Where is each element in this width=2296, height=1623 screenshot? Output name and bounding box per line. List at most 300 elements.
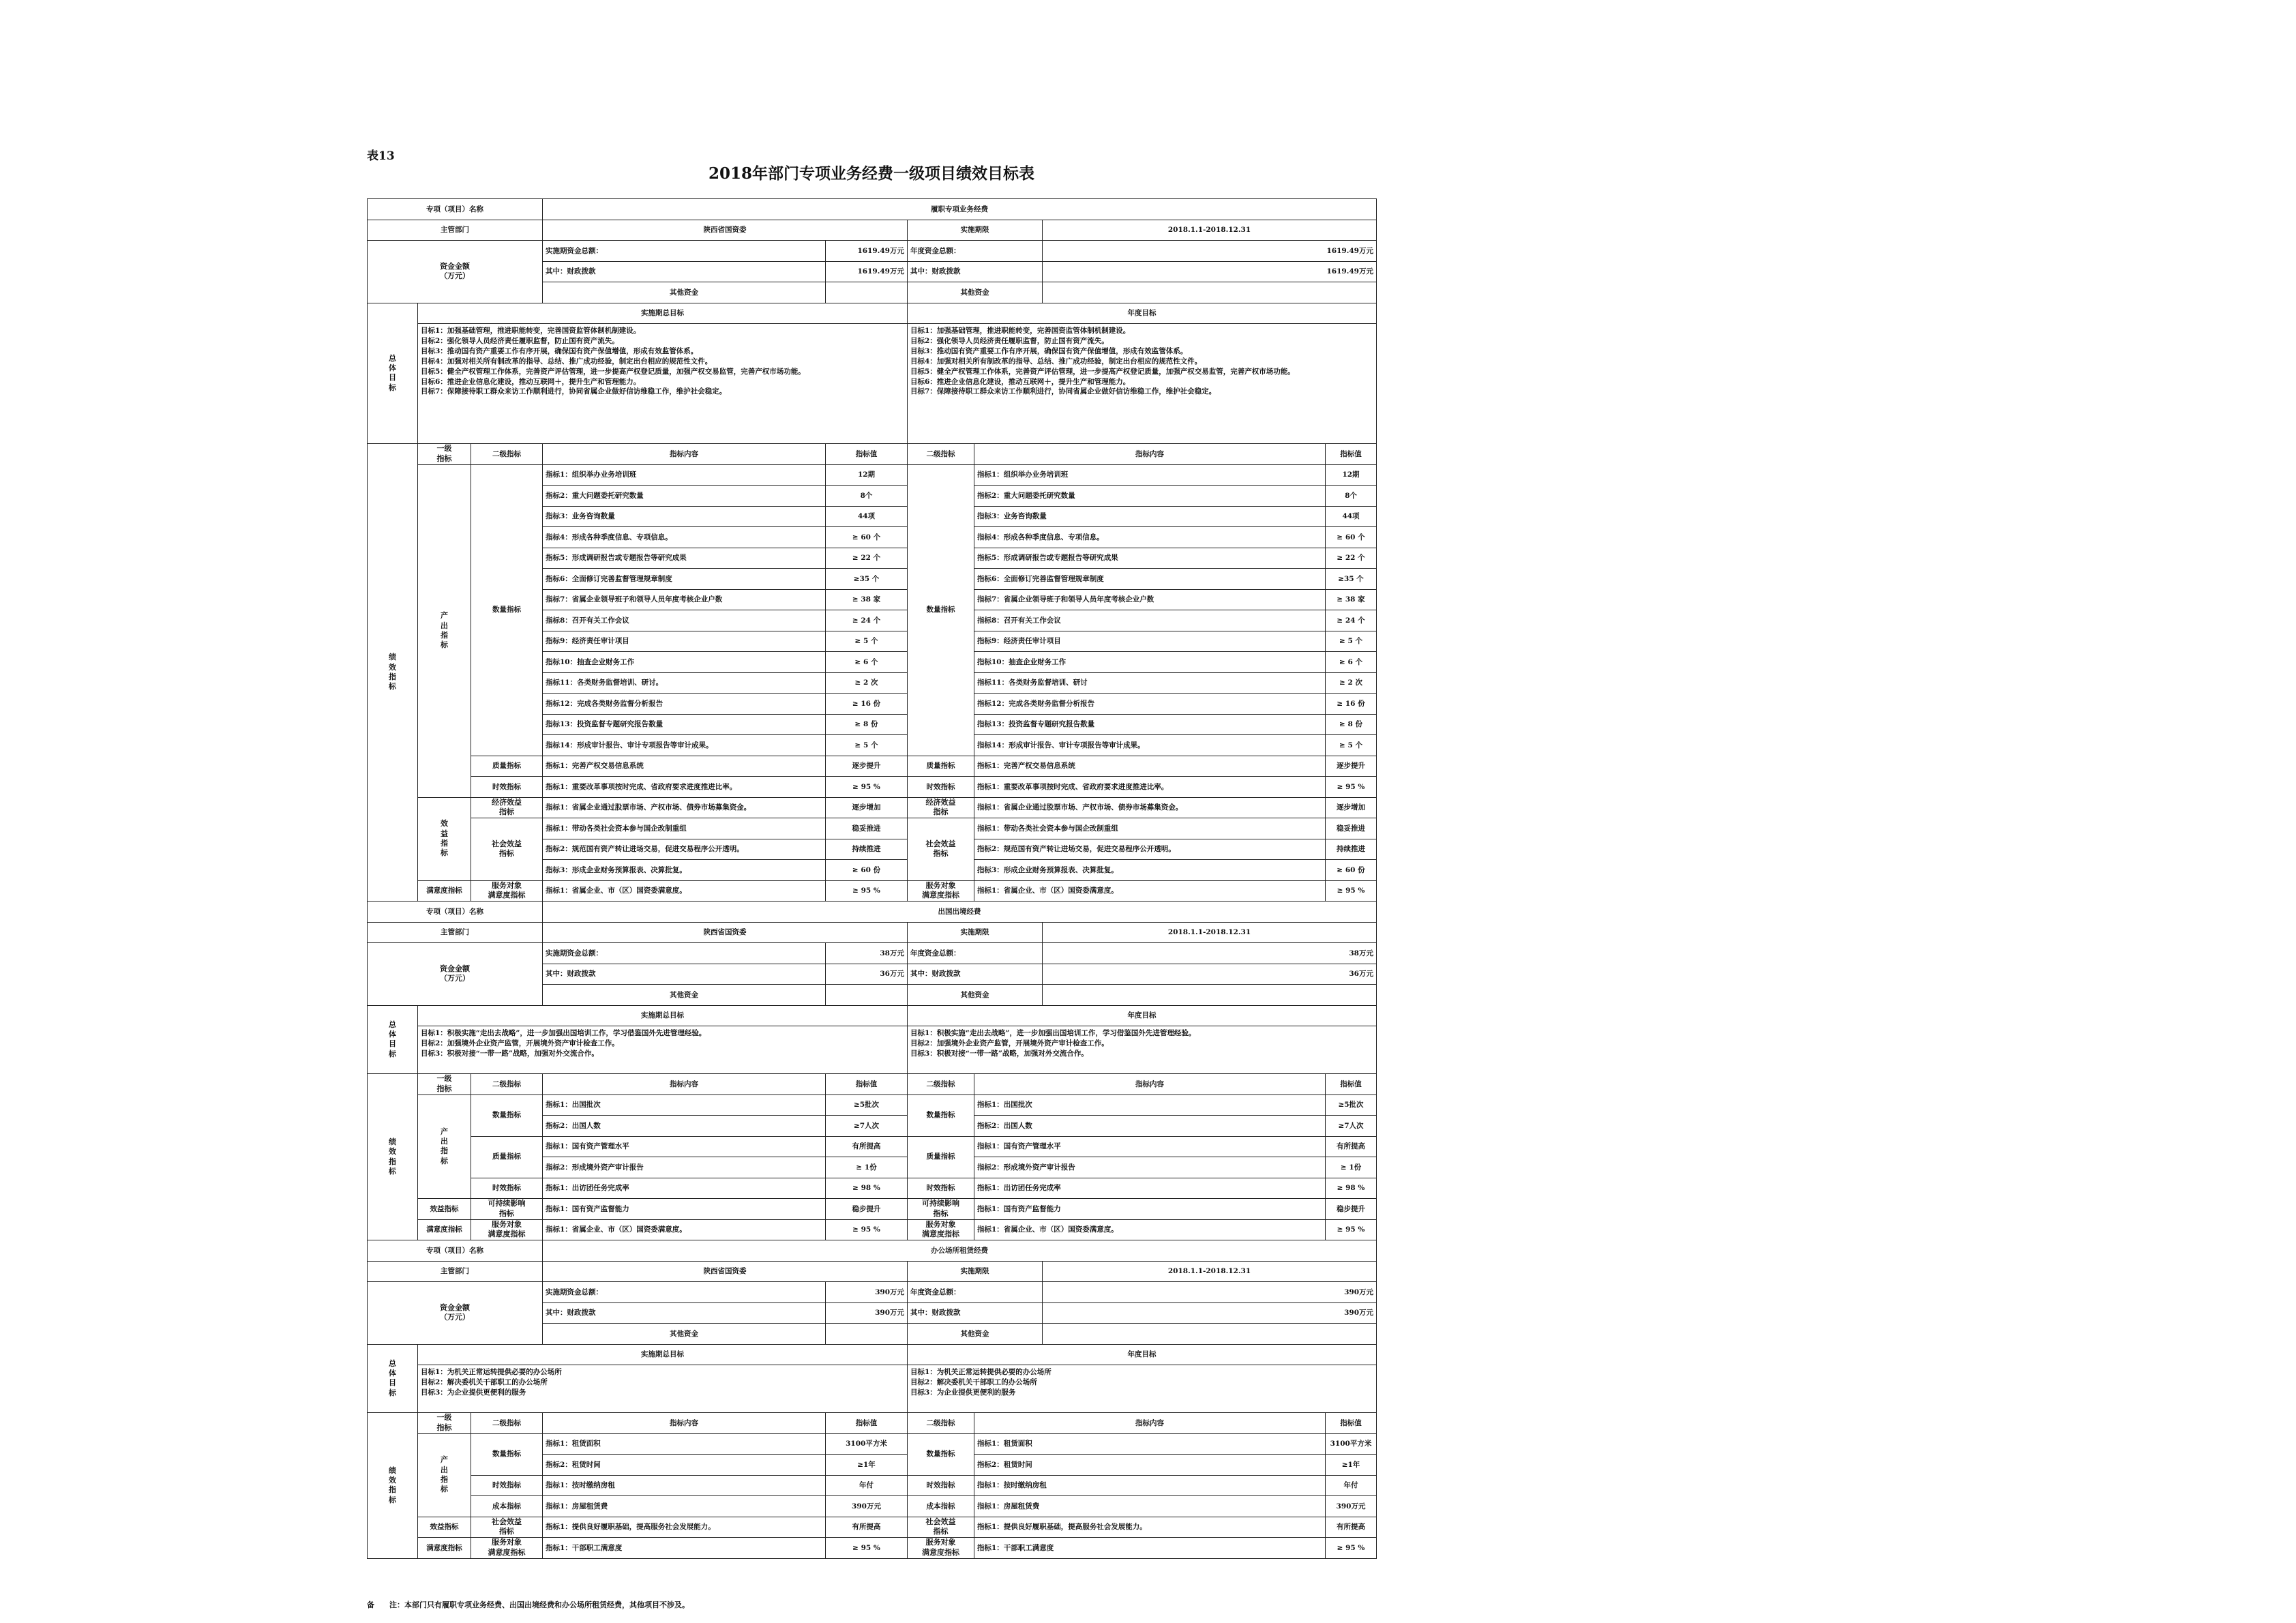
goal-line: 目标6：推进企业信息化建设，推动互联网＋，提升生产和管理能力。: [910, 377, 1131, 386]
indicator-value: ≥5批次: [826, 1095, 908, 1116]
indicator-content: 指标1：完善产权交易信息系统: [974, 756, 1326, 777]
goal-line: 目标3：推动国有资产重要工作有序开展，确保国有资产保值增值，形成有效监管体系。: [421, 346, 698, 355]
indicator-content: 指标1：干部职工满意度: [543, 1538, 826, 1559]
performance-table: [367, 198, 1376, 1559]
page-title: 2018年部门专项业务经费一级项目绩效目标表: [708, 164, 1034, 183]
table-cell: 总 体 目 标: [368, 1005, 418, 1074]
indicator-content: 指标1：出访团任务完成率: [543, 1178, 826, 1199]
table-cell: 二级指标: [908, 444, 974, 465]
table-cell: 专项（项目）名称: [368, 902, 543, 923]
indicator-value: ≥1年: [1326, 1455, 1377, 1476]
table-cell: 质量指标: [471, 756, 543, 777]
indicator-value: 有所提高: [1326, 1517, 1377, 1538]
indicator-content: 指标1：国有资产监督能力: [974, 1199, 1326, 1220]
table-row: [368, 220, 1377, 241]
table-row: [368, 1136, 1377, 1157]
goal-line: 目标1：为机关正常运转提供必要的办公场所: [910, 1368, 1052, 1376]
table-cell: 指标值: [826, 444, 908, 465]
indicator-value: ≥ 95 %: [1326, 1219, 1377, 1240]
table-row: [368, 1240, 1377, 1262]
indicator-content: 指标1：出访团任务完成率: [974, 1178, 1326, 1199]
table-row: [368, 1005, 1377, 1026]
indicator-value: ≥ 24 个: [826, 610, 908, 631]
table-cell: 其中：财政拨款: [908, 964, 1043, 985]
table-row: [368, 1199, 1377, 1220]
table-cell: 年度资金总额：: [908, 943, 1043, 964]
indicator-content: 指标1：国有资产管理水平: [974, 1136, 1326, 1157]
table-cell: 二级指标: [471, 444, 543, 465]
table-row: [368, 922, 1377, 943]
table-row: [368, 1538, 1377, 1559]
indicator-content: 指标7：省属企业领导班子和领导人员年度考核企业户数: [974, 589, 1326, 610]
table-row: [368, 241, 1377, 262]
indicator-content: 指标1：租赁面积: [974, 1433, 1326, 1455]
indicator-content: 指标10：抽查企业财务工作: [543, 652, 826, 673]
table-row: [368, 777, 1377, 798]
indicator-content: 指标3：业务咨询数量: [974, 506, 1326, 527]
table-cell: 实施期限: [908, 1261, 1043, 1282]
indicator-value: ≥ 5 个: [1326, 735, 1377, 756]
indicator-content: 指标1：组织举办业务培训班: [543, 464, 826, 486]
indicator-content: 指标1：房屋租赁费: [543, 1496, 826, 1517]
indicator-value: ≥ 38 家: [1326, 589, 1377, 610]
table-cell: 陕西省国资委: [543, 220, 908, 241]
table-row: [368, 1517, 1377, 1538]
indicator-value: 稳步提升: [826, 1199, 908, 1220]
table-cell: 其中：财政拨款: [908, 1302, 1043, 1324]
table-cell: 服务对象 满意度指标: [908, 1538, 974, 1559]
indicator-value: 稳妥推进: [826, 818, 908, 839]
indicator-content: 指标1：提供良好履职基础，提高服务社会发展能力。: [543, 1517, 826, 1538]
indicator-value: ≥ 95 %: [1326, 1538, 1377, 1559]
indicator-value: 390万元: [1326, 1496, 1377, 1517]
table-cell: 社会效益 指标: [908, 1517, 974, 1538]
goal-line: 目标2：强化领导人员经济责任履职监督，防止国有资产流失。: [910, 336, 1109, 345]
indicator-value: ≥5批次: [1326, 1095, 1377, 1116]
table-row: [368, 464, 1377, 486]
table-cell: 服务对象 满意度指标: [908, 1219, 974, 1240]
goal-line: 目标3：为企业提供更便利的服务: [910, 1388, 1016, 1397]
indicator-value: 有所提高: [826, 1517, 908, 1538]
table-cell: 390万元: [826, 1282, 908, 1303]
goal-line: 目标1：加强基础管理，推进职能转变，完善国资监管体制机制建设。: [421, 327, 641, 335]
indicator-content: 指标1：完善产权交易信息系统: [543, 756, 826, 777]
table-cell: 满意度指标: [418, 1219, 471, 1240]
indicator-content: 指标5：形成调研报告或专题报告等研究成果: [543, 548, 826, 569]
goal-line: 目标3：为企业提供更便利的服务: [421, 1388, 526, 1397]
table-cell: 时效指标: [471, 777, 543, 798]
table-cell: 数量指标: [908, 1433, 974, 1475]
indicator-content: 指标6：全面修订完善监督管理规章制度: [543, 569, 826, 590]
table-cell: 服务对象 满意度指标: [471, 1219, 543, 1240]
table-cell: 1619.49万元: [1043, 241, 1377, 262]
indicator-content: 指标1：重要改革事项按时完成、省政府要求进度推进比率。: [543, 777, 826, 798]
table-cell: 绩 效 指 标: [368, 444, 418, 902]
indicator-content: 指标1：出国批次: [543, 1095, 826, 1116]
table-cell: 陕西省国资委: [543, 1261, 908, 1282]
table-cell: 时效指标: [471, 1475, 543, 1496]
indicator-content: 指标9：经济责任审计项目: [543, 631, 826, 652]
table-cell: 1619.49万元: [1043, 261, 1377, 282]
indicator-value: 12期: [1326, 464, 1377, 486]
table-cell: 实施期资金总额：: [543, 1282, 826, 1303]
table-cell: 主管部门: [368, 220, 543, 241]
indicator-value: ≥ 60 个: [826, 527, 908, 548]
table-cell: 年度目标: [908, 1005, 1377, 1026]
table-cell: 指标内容: [974, 1413, 1326, 1434]
indicator-value: 年付: [826, 1475, 908, 1496]
indicator-content: 指标2：租赁时间: [974, 1455, 1326, 1476]
indicator-content: 指标1：省属企业、市（区）国资委满意度。: [974, 1219, 1326, 1240]
table-cell: 1619.49万元: [826, 261, 908, 282]
table-cell: 一级 指标: [418, 1413, 471, 1434]
project-name: 出国出境经费: [543, 902, 1377, 923]
indicator-content: 指标2：规范国有资产转让进场交易，促进交易程序公开透明。: [543, 839, 826, 860]
table-cell: 二级指标: [908, 1074, 974, 1095]
indicator-value: 8个: [1326, 486, 1377, 507]
indicator-content: 指标1：省属企业、市（区）国资委满意度。: [974, 880, 1326, 902]
table-cell: [908, 324, 1377, 444]
table-cell: [418, 1026, 908, 1074]
goal-line: 目标2：强化领导人员经济责任履职监督，防止国有资产流失。: [421, 336, 619, 345]
table-cell: 时效指标: [908, 1475, 974, 1496]
indicator-content: 指标13：投资监督专题研究报告数量: [974, 714, 1326, 735]
indicator-value: ≥ 5 个: [826, 631, 908, 652]
table-row: [368, 797, 1377, 818]
table-cell: 效益指标: [418, 1517, 471, 1538]
indicator-value: 8个: [826, 486, 908, 507]
table-cell: 38万元: [826, 943, 908, 964]
table-cell: 36万元: [826, 964, 908, 985]
indicator-value: ≥ 98 %: [826, 1178, 908, 1199]
goal-line: 目标5：健全产权管理工作体系，完善资产评估管理，进一步提高产权登记质量，加强产权交易监管，完善产权市场功能。: [910, 367, 1295, 376]
table-cell: 其他资金: [908, 282, 1043, 303]
table-cell: 指标内容: [543, 444, 826, 465]
table-row: [368, 1026, 1377, 1074]
table-cell: 二级指标: [471, 1413, 543, 1434]
indicator-content: 指标6：全面修订完善监督管理规章制度: [974, 569, 1326, 590]
indicator-value: ≥ 1份: [826, 1157, 908, 1178]
indicator-content: 指标3：形成企业财务预算报表、决算批复。: [974, 860, 1326, 881]
indicator-content: 指标11：各类财务监督培训、研讨: [974, 672, 1326, 694]
indicator-content: 指标1：租赁面积: [543, 1433, 826, 1455]
indicator-value: 逐步增加: [1326, 797, 1377, 818]
indicator-content: 指标14：形成审计报告、审计专项报告等审计成果。: [543, 735, 826, 756]
table-cell: 年度资金总额：: [908, 241, 1043, 262]
indicator-value: ≥ 22 个: [826, 548, 908, 569]
indicator-value: ≥ 60 份: [1326, 860, 1377, 881]
table-cell: 产 出 指 标: [418, 1095, 471, 1199]
indicator-value: ≥7人次: [1326, 1116, 1377, 1137]
table-cell: 实施期限: [908, 220, 1043, 241]
indicator-value: ≥ 24 个: [1326, 610, 1377, 631]
indicator-content: 指标1：带动各类社会资本参与国企改制重组: [543, 818, 826, 839]
table-cell: 实施期资金总额：: [543, 943, 826, 964]
indicator-content: 指标8：召开有关工作会议: [543, 610, 826, 631]
table-cell: 2018.1.1-2018.12.31: [1043, 922, 1377, 943]
table-row: [368, 303, 1377, 324]
indicator-value: 逐步提升: [1326, 756, 1377, 777]
indicator-content: 指标1：干部职工满意度: [974, 1538, 1326, 1559]
table-cell: 数量指标: [471, 464, 543, 756]
indicator-content: 指标1：省属企业、市（区）国资委满意度。: [543, 880, 826, 902]
indicator-content: 指标4：形成各种季度信息、专项信息。: [974, 527, 1326, 548]
table-cell: 指标内容: [974, 1074, 1326, 1095]
table-cell: 数量指标: [471, 1095, 543, 1136]
table-cell: 390万元: [1043, 1302, 1377, 1324]
indicator-value: 稳妥推进: [1326, 818, 1377, 839]
indicator-content: 指标2：重大问题委托研究数量: [543, 486, 826, 507]
table-cell: 其他资金: [908, 1324, 1043, 1345]
table-row: [368, 1219, 1377, 1240]
indicator-content: 指标9：经济责任审计项目: [974, 631, 1326, 652]
table-cell: 其中：财政拨款: [543, 1302, 826, 1324]
goal-line: 目标3：推动国有资产重要工作有序开展，确保国有资产保值增值，形成有效监管体系。: [910, 346, 1188, 355]
table-row: [368, 1496, 1377, 1517]
table-row: [368, 1344, 1377, 1365]
table-cell: 年度目标: [908, 303, 1377, 324]
indicator-value: ≥ 1份: [1326, 1157, 1377, 1178]
table-cell: 可持续影响 指标: [471, 1199, 543, 1220]
table-cell: 实施期资金总额：: [543, 241, 826, 262]
table-cell: 可持续影响 指标: [908, 1199, 974, 1220]
indicator-value: 持续推进: [1326, 839, 1377, 860]
table-cell: 绩 效 指 标: [368, 1074, 418, 1240]
table-row: [368, 1261, 1377, 1282]
indicator-value: ≥ 5 个: [826, 735, 908, 756]
table-cell: 一级 指标: [418, 444, 471, 465]
indicator-content: 指标1：房屋租赁费: [974, 1496, 1326, 1517]
indicator-value: 12期: [826, 464, 908, 486]
table-cell: [826, 1324, 908, 1345]
table-cell: 质量指标: [908, 1136, 974, 1178]
table-cell: 指标值: [1326, 1413, 1377, 1434]
table-cell: 其中：财政拨款: [908, 261, 1043, 282]
project-name: 履职专项业务经费: [543, 199, 1377, 220]
table-cell: 2018.1.1-2018.12.31: [1043, 220, 1377, 241]
table-row: [368, 1365, 1377, 1413]
table-row: [368, 1178, 1377, 1199]
table-cell: 其中：财政拨款: [543, 261, 826, 282]
table-row: [368, 199, 1377, 220]
table-cell: 时效指标: [908, 1178, 974, 1199]
indicator-value: 持续推进: [826, 839, 908, 860]
indicator-value: 有所提高: [1326, 1136, 1377, 1157]
indicator-value: 有所提高: [826, 1136, 908, 1157]
table-row: [368, 1413, 1377, 1434]
indicator-value: ≥ 2 次: [826, 672, 908, 694]
indicator-value: ≥35 个: [1326, 569, 1377, 590]
indicator-value: ≥ 22 个: [1326, 548, 1377, 569]
indicator-content: 指标2：形成境外资产审计报告: [543, 1157, 826, 1178]
indicator-content: 指标1：国有资产管理水平: [543, 1136, 826, 1157]
indicator-value: 逐步提升: [826, 756, 908, 777]
table-cell: 年度目标: [908, 1344, 1377, 1365]
table-cell: [826, 282, 908, 303]
indicator-content: 指标7：省属企业领导班子和领导人员年度考核企业户数: [543, 589, 826, 610]
indicator-content: 指标1：组织举办业务培训班: [974, 464, 1326, 486]
indicator-content: 指标2：形成境外资产审计报告: [974, 1157, 1326, 1178]
goal-line: 目标4：加强对相关所有制改革的指导、总结、推广成功经验，制定出台相应的规范性文件。: [910, 357, 1202, 366]
goal-line: 目标2：解决委机关干部职工的办公场所: [421, 1378, 548, 1386]
table-cell: 总 体 目 标: [368, 303, 418, 444]
indicator-content: 指标2：出国人数: [974, 1116, 1326, 1137]
table-cell: 指标值: [1326, 444, 1377, 465]
indicator-content: 指标1：国有资产监督能力: [543, 1199, 826, 1220]
table-row: [368, 1095, 1377, 1116]
table-row: [368, 943, 1377, 964]
table-cell: 36万元: [1043, 964, 1377, 985]
table-cell: 资金金额 （万元）: [368, 943, 543, 1006]
table-row: [368, 1475, 1377, 1496]
indicator-content: 指标2：出国人数: [543, 1116, 826, 1137]
indicator-content: 指标1：按时缴纳房租: [974, 1475, 1326, 1496]
goal-line: 目标1：积极实施“走出去战略”，进一步加强出国培训工作，学习借鉴国外先进管理经验。: [910, 1029, 1196, 1037]
table-cell: 指标内容: [543, 1074, 826, 1095]
indicator-value: ≥ 16 份: [826, 694, 908, 715]
table-cell: 主管部门: [368, 922, 543, 943]
table-number: 表13: [367, 149, 395, 163]
indicator-value: ≥ 60 份: [826, 860, 908, 881]
indicator-value: 3100平方米: [826, 1433, 908, 1455]
indicator-value: ≥7人次: [826, 1116, 908, 1137]
table-cell: 社会效益 指标: [471, 1517, 543, 1538]
indicator-value: ≥ 2 次: [1326, 672, 1377, 694]
table-cell: 时效指标: [471, 1178, 543, 1199]
indicator-content: 指标1：提供良好履职基础，提高服务社会发展能力。: [974, 1517, 1326, 1538]
indicator-content: 指标5：形成调研报告或专题报告等研究成果: [974, 548, 1326, 569]
table-cell: 二级指标: [908, 1413, 974, 1434]
goal-line: 目标5：健全产权管理工作体系，完善资产评估管理，进一步提高产权登记质量，加强产权交易监管，完善产权市场功能。: [421, 367, 805, 376]
indicator-value: ≥ 98 %: [1326, 1178, 1377, 1199]
goal-line: 目标3：积极对接“一带一路”战略，加强对外交流合作。: [421, 1049, 599, 1058]
table-cell: 经济效益 指标: [471, 797, 543, 818]
goal-line: 目标7：保障接待职工群众来访工作顺利进行，协同省属企业做好信访维稳工作，维护社会稳定。: [910, 387, 1217, 396]
indicator-content: 指标4：形成各种季度信息、专项信息。: [543, 527, 826, 548]
table-cell: 指标内容: [543, 1413, 826, 1434]
indicator-value: ≥ 6 个: [1326, 652, 1377, 673]
indicator-content: 指标1：省属企业通过股票市场、产权市场、债券市场募集资金。: [543, 797, 826, 818]
table-cell: [1043, 1324, 1377, 1345]
table-row: [368, 818, 1377, 839]
indicator-content: 指标10：抽查企业财务工作: [974, 652, 1326, 673]
indicator-value: ≥ 95 %: [826, 1538, 908, 1559]
table-cell: 指标值: [826, 1074, 908, 1095]
table-cell: 其他资金: [908, 985, 1043, 1006]
table-cell: 实施期总目标: [418, 303, 908, 324]
goal-line: 目标4：加强对相关所有制改革的指导、总结、推广成功经验，制定出台相应的规范性文件。: [421, 357, 713, 366]
indicator-content: 指标1：带动各类社会资本参与国企改制重组: [974, 818, 1326, 839]
indicator-value: ≥ 95 %: [826, 880, 908, 902]
indicator-content: 指标1：出国批次: [974, 1095, 1326, 1116]
table-cell: 其他资金: [543, 282, 826, 303]
table-cell: 社会效益 指标: [908, 818, 974, 881]
project-name: 办公场所租赁经费: [543, 1240, 1377, 1262]
indicator-value: ≥ 8 份: [826, 714, 908, 735]
table-cell: 其中：财政拨款: [543, 964, 826, 985]
table-cell: 数量指标: [908, 464, 974, 756]
table-cell: 指标值: [826, 1413, 908, 1434]
indicator-value: ≥1年: [826, 1455, 908, 1476]
grid: [367, 198, 1377, 1559]
indicator-content: 指标12：完成各类财务监督分析报告: [543, 694, 826, 715]
table-row: [368, 444, 1377, 465]
table-cell: 经济效益 指标: [908, 797, 974, 818]
table-cell: 390万元: [826, 1302, 908, 1324]
indicator-content: 指标14：形成审计报告、审计专项报告等审计成果。: [974, 735, 1326, 756]
table-cell: 产 出 指 标: [418, 464, 471, 797]
table-cell: [908, 1365, 1377, 1413]
table-row: [368, 1282, 1377, 1303]
table-cell: 服务对象 满意度指标: [471, 1538, 543, 1559]
indicator-value: 3100平方米: [1326, 1433, 1377, 1455]
table-cell: 主管部门: [368, 1261, 543, 1282]
table-cell: 成本指标: [471, 1496, 543, 1517]
table-cell: 实施期总目标: [418, 1344, 908, 1365]
table-row: [368, 902, 1377, 923]
table-cell: 实施期限: [908, 922, 1043, 943]
table-cell: 绩 效 指 标: [368, 1413, 418, 1559]
indicator-value: ≥ 95 %: [1326, 777, 1377, 798]
goal-line: 目标1：为机关正常运转提供必要的办公场所: [421, 1368, 562, 1376]
indicator-content: 指标1：省属企业通过股票市场、产权市场、债券市场募集资金。: [974, 797, 1326, 818]
goal-line: 目标2：解决委机关干部职工的办公场所: [910, 1378, 1037, 1386]
indicator-content: 指标1：省属企业、市（区）国资委满意度。: [543, 1219, 826, 1240]
table-cell: 成本指标: [908, 1496, 974, 1517]
table-cell: 其他资金: [543, 1324, 826, 1345]
table-cell: 效 益 指 标: [418, 797, 471, 880]
indicator-content: 指标8：召开有关工作会议: [974, 610, 1326, 631]
table-cell: [826, 985, 908, 1006]
table-row: [368, 1433, 1377, 1455]
indicator-value: 390万元: [826, 1496, 908, 1517]
table-cell: [1043, 985, 1377, 1006]
indicator-value: ≥ 60 个: [1326, 527, 1377, 548]
table-cell: 数量指标: [471, 1433, 543, 1475]
indicator-value: 年付: [1326, 1475, 1377, 1496]
goal-line: 目标6：推进企业信息化建设，推动互联网＋，提升生产和管理能力。: [421, 377, 641, 386]
indicator-content: 指标1：重要改革事项按时完成、省政府要求进度推进比率。: [974, 777, 1326, 798]
table-cell: 服务对象 满意度指标: [471, 880, 543, 902]
indicator-content: 指标1：按时缴纳房租: [543, 1475, 826, 1496]
table-cell: 1619.49万元: [826, 241, 908, 262]
indicator-content: 指标11：各类财务监督培训、研讨。: [543, 672, 826, 694]
indicator-value: ≥ 5 个: [1326, 631, 1377, 652]
table-row: [368, 324, 1377, 444]
indicator-content: 指标2：规范国有资产转让进场交易，促进交易程序公开透明。: [974, 839, 1326, 860]
indicator-value: ≥ 95 %: [826, 777, 908, 798]
table-cell: 满意度指标: [418, 1538, 471, 1559]
table-cell: 390万元: [1043, 1282, 1377, 1303]
table-cell: 满意度指标: [418, 880, 471, 902]
indicator-value: 稳步提升: [1326, 1199, 1377, 1220]
table-cell: 指标值: [1326, 1074, 1377, 1095]
goal-line: 目标7：保障接待职工群众来访工作顺利进行，协同省属企业做好信访维稳工作，维护社会稳定。: [421, 387, 727, 396]
indicator-content: 指标13：投资监督专题研究报告数量: [543, 714, 826, 735]
table-cell: 资金金额 （万元）: [368, 1282, 543, 1345]
goal-line: 目标3：积极对接“一带一路”战略，加强对外交流合作。: [910, 1049, 1088, 1058]
table-cell: 年度资金总额：: [908, 1282, 1043, 1303]
indicator-content: 指标12：完成各类财务监督分析报告: [974, 694, 1326, 715]
table-cell: [908, 1026, 1377, 1074]
indicator-value: 逐步增加: [826, 797, 908, 818]
table-cell: 专项（项目）名称: [368, 1240, 543, 1262]
table-cell: 产 出 指 标: [418, 1433, 471, 1517]
indicator-content: 指标2：重大问题委托研究数量: [974, 486, 1326, 507]
table-cell: 一级 指标: [418, 1074, 471, 1095]
table-row: [368, 1074, 1377, 1095]
table-cell: 总 体 目 标: [368, 1344, 418, 1413]
